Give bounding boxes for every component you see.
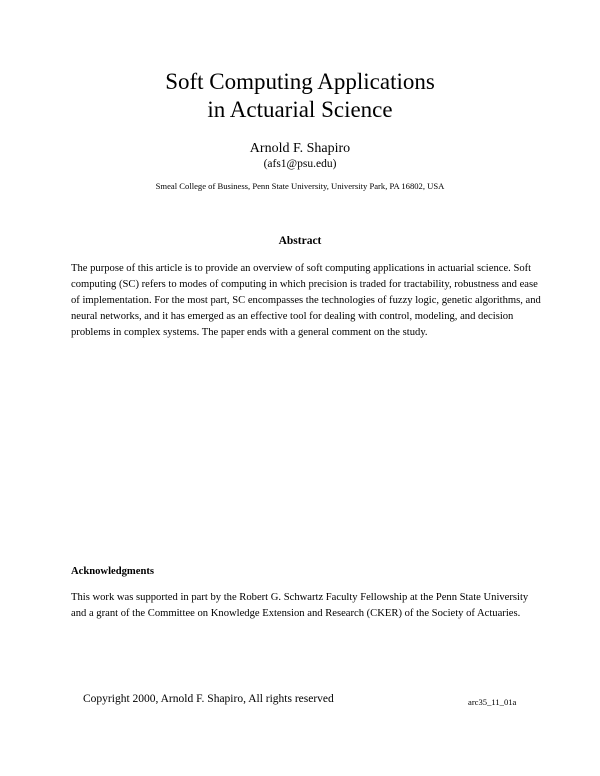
paper-title — [0, 68, 600, 124]
author-email: (afs1@psu.edu) — [263, 158, 337, 170]
copyright-notice: Copyright 2000, Arnold F. Shapiro, All rights reserved — [83, 693, 334, 705]
author-name: Arnold F. Shapiro — [249, 141, 351, 156]
abstract-body: The purpose of this article is to provide an overview of soft computing applications in actuarial science. Soft computing (SC) refers to modes of computing in which precision is traded for tractability, robustness and ease of implementation. For the most part, SC encompasses the technologies of fuzzy logic, genetic algorithms, and neural networks, and it has emerged as an effective tool for dealing with control, modeling, and decision problems in complex systems. The paper ends with a general comment on the study. — [71, 263, 541, 338]
author-affiliation: Smeal College of Business, Penn State University, University Park, PA 16802, USA — [155, 181, 445, 191]
paper-title-line-2: in Actuarial Science — [207, 97, 393, 122]
paper-title-line-1: Soft Computing Applications — [165, 69, 435, 94]
acknowledgments-body: This work was supported in part by the Robert G. Schwartz Faculty Fellowship at the Penn State University and a grant of the Committee on Knowledge Extension and Research (CKER) of the Society of Actuaries. — [71, 592, 529, 619]
abstract-heading: Abstract — [278, 235, 322, 247]
document-id: arc35_11_01a — [468, 697, 517, 707]
acknowledgments-heading: Acknowledgments — [71, 566, 154, 577]
